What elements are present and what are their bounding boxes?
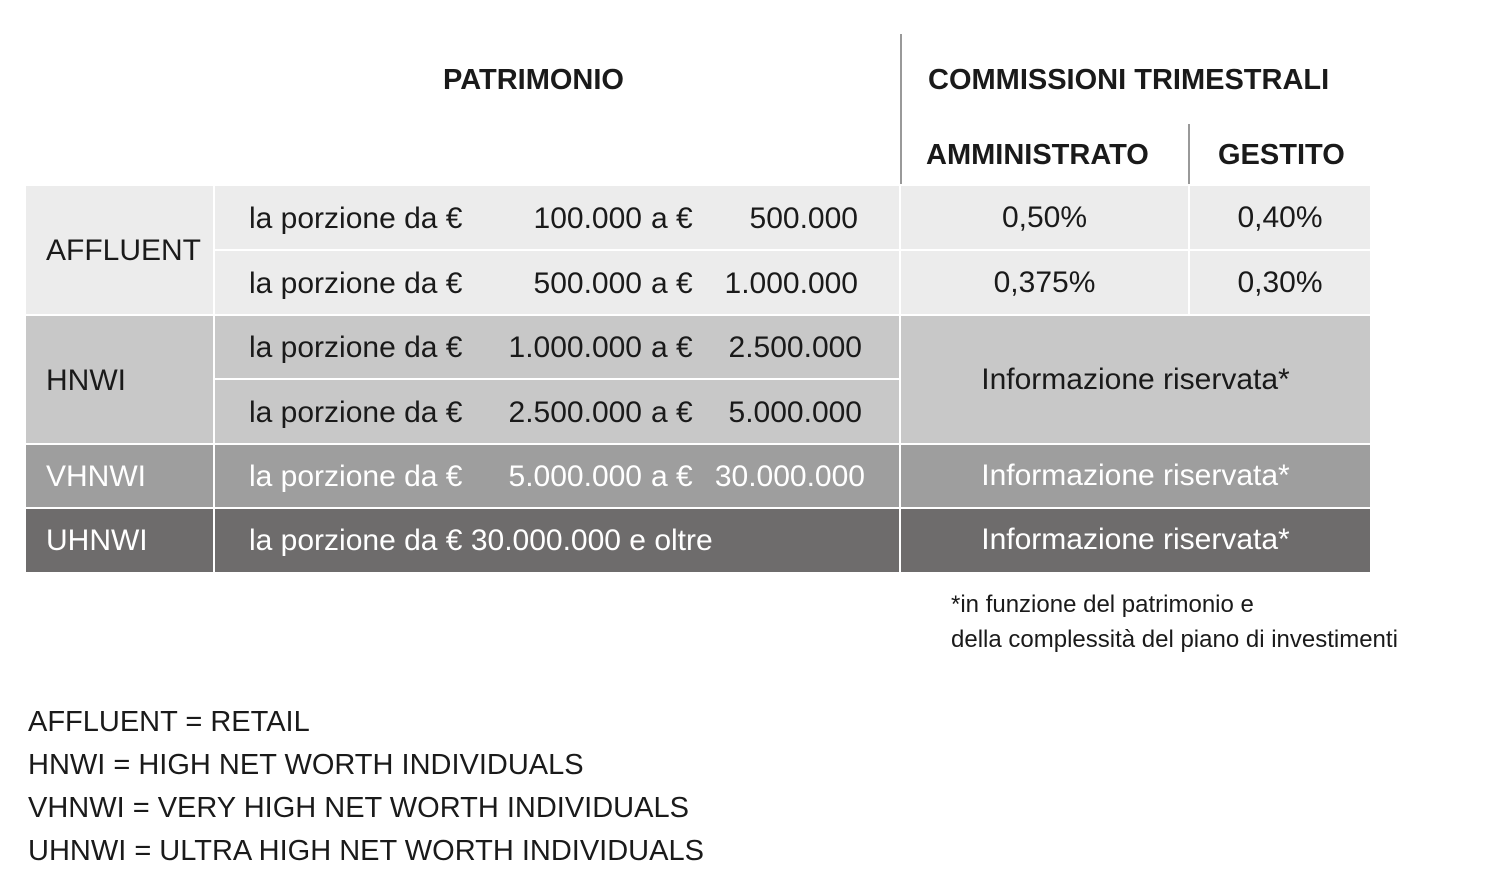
hnwi-r1-to: 2.500.000 [728, 331, 862, 364]
hnwi-r1-prefix: la porzione da € [249, 331, 463, 364]
header-patrimonio: PATRIMONIO [443, 64, 624, 96]
uhnwi-text: la porzione da € 30.000.000 e oltre [249, 524, 713, 557]
affluent-r2-to: 1.000.000 [724, 267, 858, 300]
affluent-r1-mid: a € [651, 202, 693, 235]
affluent-r1-prefix: la porzione da € [249, 202, 463, 235]
affluent-r2-prefix: la porzione da € [249, 267, 463, 300]
footnote-line1: *in funzione del patrimonio e [951, 591, 1254, 618]
hnwi-r2-prefix: la porzione da € [249, 396, 463, 429]
hnwi-r1-mid: a € [651, 331, 693, 364]
legend-vhnwi: VHNWI = VERY HIGH NET WORTH INDIVIDUALS [28, 792, 689, 824]
affluent-r2-mid: a € [651, 267, 693, 300]
affluent-r1-from: 100.000 [533, 202, 642, 235]
uhnwi-label: UHNWI [46, 524, 148, 557]
hnwi-r2-mid: a € [651, 396, 693, 429]
vhnwi-commission: Informazione riservata* [981, 458, 1290, 492]
footnote-line2: della complessità del piano di investimenti [951, 626, 1398, 653]
hnwi-label: HNWI [46, 364, 126, 397]
header-commissioni: COMMISSIONI TRIMESTRALI [928, 64, 1330, 96]
hnwi-r1-from: 1.000.000 [508, 331, 642, 364]
hnwi-commission: Informazione riservata* [981, 362, 1290, 396]
header-gestito: GESTITO [1218, 139, 1345, 171]
header-divider [900, 34, 902, 184]
vhnwi-r1-to: 30.000.000 [714, 460, 865, 493]
vhnwi-label: VHNWI [46, 460, 146, 493]
legend-uhnwi: UHNWI = ULTRA HIGH NET WORTH INDIVIDUALS [28, 835, 704, 867]
affluent-r1-gestito: 0,40% [1237, 200, 1323, 234]
vhnwi-r1-prefix: la porzione da € [249, 460, 463, 493]
hnwi-r2-from: 2.500.000 [508, 396, 642, 429]
affluent-r2-from: 500.000 [533, 267, 642, 300]
subheader-divider [1188, 124, 1190, 184]
affluent-r2-gestito: 0,30% [1237, 265, 1323, 299]
affluent-r1-amministrato: 0,50% [1001, 200, 1088, 234]
legend-hnwi: HNWI = HIGH NET WORTH INDIVIDUALS [28, 749, 584, 781]
affluent-label: AFFLUENT [46, 234, 202, 267]
affluent-r2-amministrato: 0,375% [993, 265, 1096, 299]
legend-affluent: AFFLUENT = RETAIL [28, 706, 310, 738]
vhnwi-r1-from: 5.000.000 [508, 460, 642, 493]
affluent-r1-to: 500.000 [749, 202, 858, 235]
hnwi-r2-to: 5.000.000 [728, 396, 862, 429]
uhnwi-commission: Informazione riservata* [981, 523, 1290, 556]
vhnwi-r1-mid: a € [651, 460, 693, 493]
hnwi-inner-divider [215, 378, 899, 380]
header-amministrato: AMMINISTRATO [926, 139, 1149, 171]
